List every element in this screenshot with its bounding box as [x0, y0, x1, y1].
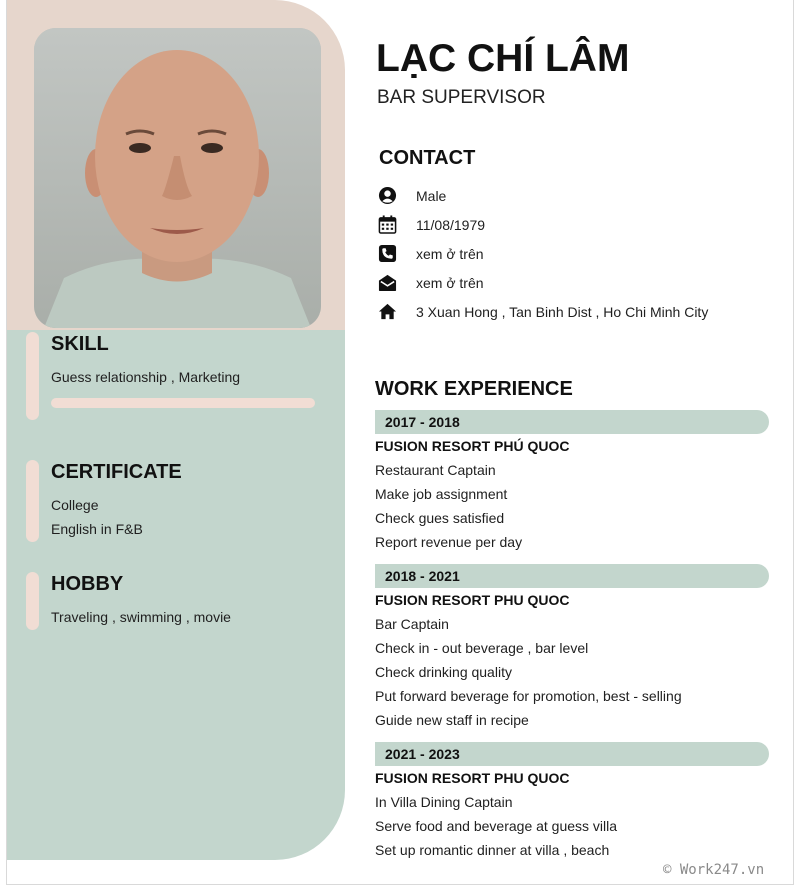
job-duty: Check gues satisfied	[375, 510, 505, 526]
job-duty: Check drinking quality	[375, 664, 512, 680]
job-years: 2018 - 2021	[375, 564, 769, 588]
user-icon	[378, 186, 398, 206]
certificate-item: English in F&B	[51, 521, 143, 537]
contact-title: CONTACT	[379, 147, 476, 169]
skill-title: SKILL	[51, 333, 109, 355]
phone-icon	[378, 244, 398, 264]
contact-address	[378, 300, 778, 324]
job-duty: Report revenue per day	[375, 534, 523, 550]
job-duty: Restaurant Captain	[375, 462, 496, 478]
job-duty: Make job assignment	[375, 486, 508, 502]
job-company: FUSION RESORT PHÚ QUOC	[375, 438, 570, 454]
certificate-section	[26, 460, 326, 542]
job-duty: In Villa Dining Captain	[375, 794, 513, 810]
profile-photo	[34, 28, 321, 328]
skill-level-bar	[51, 398, 315, 408]
job-duty: Put forward beverage for promotion, best - selling	[375, 688, 682, 704]
certificate-decor-bar	[26, 460, 39, 542]
hobby-decor-bar	[26, 572, 39, 630]
skill-decor-bar	[26, 332, 39, 420]
contact-gender	[378, 184, 778, 208]
contact-gender-text: Male	[416, 188, 447, 204]
contact-phone-text: xem ở trên	[416, 246, 484, 262]
work-experience-title: WORK EXPERIENCE	[375, 378, 573, 400]
job-years: 2017 - 2018	[375, 410, 769, 434]
contact-email	[378, 271, 778, 295]
job-duty: Set up romantic dinner at villa , beach	[375, 842, 610, 858]
contact-address-text: 3 Xuan Hong , Tan Binh Dist , Ho Chi Minh City	[416, 304, 709, 320]
candidate-role: BAR SUPERVISOR	[377, 87, 546, 108]
calendar-icon	[378, 215, 398, 235]
watermark: © Work247.vn	[663, 862, 765, 878]
contact-email-text: xem ở trên	[416, 275, 484, 291]
home-icon	[378, 302, 398, 322]
certificate-title: CERTIFICATE	[51, 461, 182, 483]
contact-birthdate-text: 11/08/1979	[416, 217, 486, 233]
job-company: FUSION RESORT PHU QUOC	[375, 770, 570, 786]
job-years: 2021 - 2023	[375, 742, 769, 766]
job-duty: Serve food and beverage at guess villa	[375, 818, 618, 834]
skill-text: Guess relationship , Marketing	[51, 369, 241, 385]
skill-section	[26, 332, 326, 422]
hobby-section	[26, 572, 326, 632]
job-duty: Bar Captain	[375, 616, 449, 632]
job-duty: Guide new staff in recipe	[375, 712, 529, 728]
candidate-name: LẠC CHÍ LÂM	[376, 37, 630, 80]
envelope-icon	[378, 273, 398, 293]
job-company: FUSION RESORT PHU QUOC	[375, 592, 570, 608]
job-duty: Check in - out beverage , bar level	[375, 640, 589, 656]
certificate-item: College	[51, 497, 99, 513]
contact-phone	[378, 242, 778, 266]
hobby-text: Traveling , swimming , movie	[51, 609, 231, 625]
contact-birthdate	[378, 213, 778, 237]
hobby-title: HOBBY	[51, 573, 124, 595]
